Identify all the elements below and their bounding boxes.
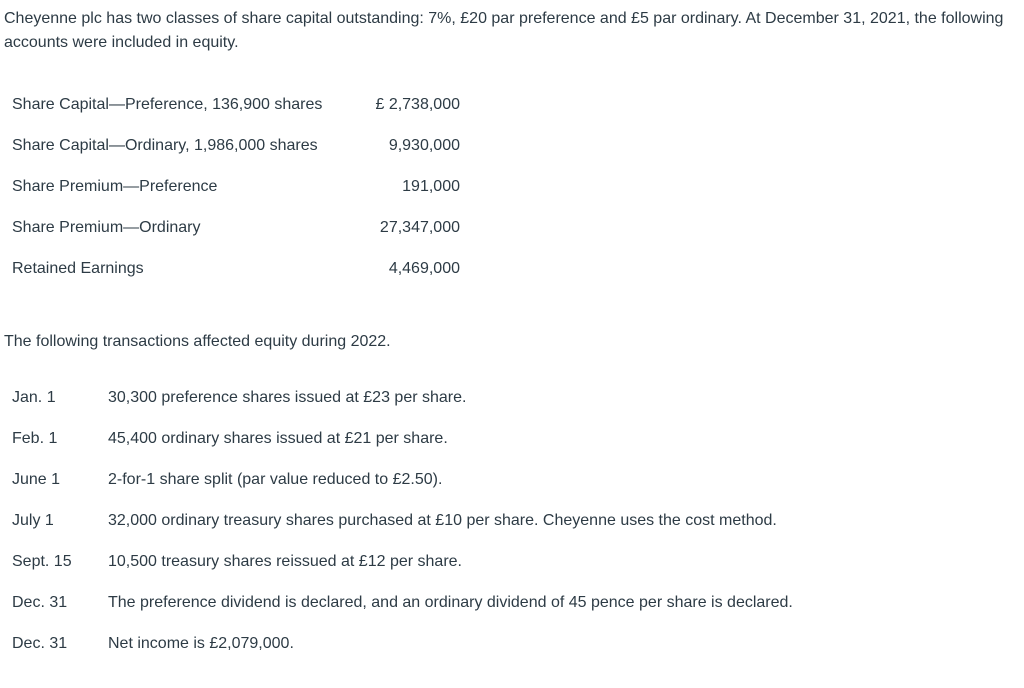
transaction-date: Dec. 31 — [12, 593, 68, 611]
account-amount: 4,469,000 — [388, 259, 460, 277]
table-row — [12, 459, 908, 500]
account-amount: 9,930,000 — [388, 136, 460, 154]
transaction-description: 10,500 treasury shares reissued at £12 per share. — [108, 552, 462, 570]
table-row — [12, 166, 460, 207]
table-row — [12, 623, 908, 664]
transaction-description: 2-for-1 share split (par value reduced to £2.50). — [108, 470, 443, 488]
intro-paragraph: Cheyenne plc has two classes of share capital outstanding: 7%, £20 par preference and £5 par ordinary. At December 31, 2021, the following accounts were included in equity. — [4, 10, 1004, 51]
account-label: Retained Earnings — [12, 259, 144, 277]
account-label: Share Capital—Preference, 136,900 shares — [12, 95, 323, 113]
table-row — [12, 541, 908, 582]
table-row — [12, 582, 908, 623]
transaction-description: The preference dividend is declared, and an ordinary dividend of 45 pence per share is declared. — [108, 593, 793, 611]
transaction-date: Feb. 1 — [12, 429, 58, 447]
transaction-description: 30,300 preference shares issued at £23 per share. — [108, 388, 467, 406]
account-amount: £ 2,738,000 — [375, 95, 460, 113]
account-amount: 191,000 — [402, 177, 460, 195]
transaction-date: June 1 — [12, 470, 61, 488]
account-amount: 27,347,000 — [379, 218, 460, 236]
transactions-table — [12, 377, 908, 664]
table-row — [12, 500, 908, 541]
table-row — [12, 207, 460, 248]
account-label: Share Premium—Ordinary — [12, 218, 201, 236]
transaction-description: Net income is £2,079,000. — [108, 634, 294, 652]
account-label: Share Premium—Preference — [12, 177, 218, 195]
table-row — [12, 84, 460, 125]
equity-accounts-table — [12, 84, 460, 289]
transaction-description: 45,400 ordinary shares issued at £21 per share. — [108, 429, 448, 447]
table-row — [12, 377, 908, 418]
table-row — [12, 248, 460, 289]
transaction-date: Dec. 31 — [12, 634, 68, 652]
transaction-date: Sept. 15 — [12, 552, 72, 570]
account-label: Share Capital—Ordinary, 1,986,000 shares — [12, 136, 318, 154]
transaction-date: July 1 — [12, 511, 54, 529]
table-row — [12, 418, 908, 459]
table-row — [12, 125, 460, 166]
transactions-heading: The following transactions affected equity during 2022. — [4, 333, 391, 350]
transaction-description: 32,000 ordinary treasury shares purchased at £10 per share. Cheyenne uses the cost method. — [108, 511, 777, 529]
transaction-date: Jan. 1 — [12, 388, 56, 406]
